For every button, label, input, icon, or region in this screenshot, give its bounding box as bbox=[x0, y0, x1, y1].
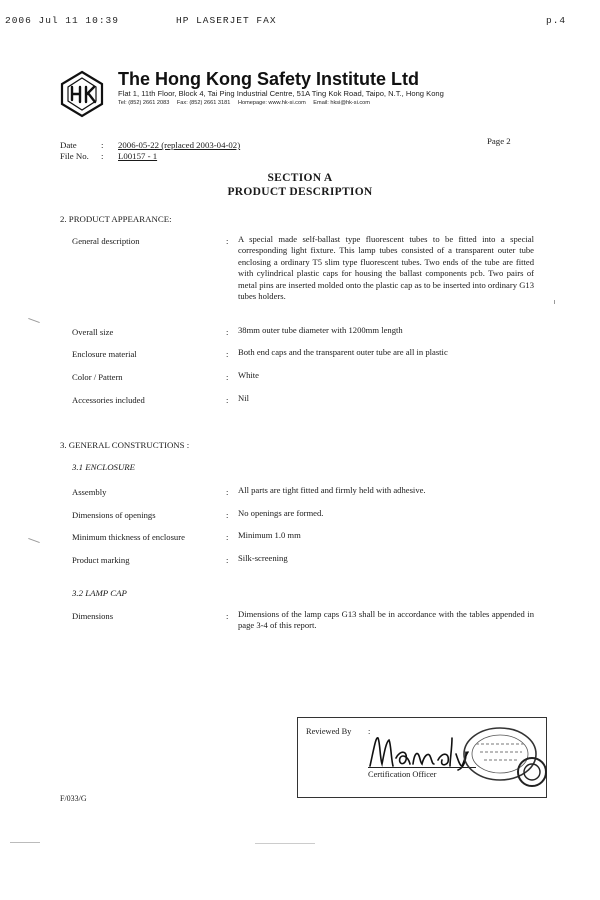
accessories-colon: : bbox=[226, 395, 229, 405]
fax-device: HP LASERJET FAX bbox=[176, 15, 277, 26]
enclosure-material-value: Both end caps and the transparent outer tube are all in plastic bbox=[238, 347, 448, 357]
date-label: Date bbox=[60, 140, 77, 150]
company-name: The Hong Kong Safety Institute Ltd bbox=[118, 69, 419, 89]
minimum-thickness-value: Minimum 1.0 mm bbox=[238, 530, 301, 540]
scan-mark bbox=[10, 842, 40, 843]
scan-mark bbox=[255, 843, 315, 844]
file-no-colon: : bbox=[101, 151, 104, 161]
scan-mark bbox=[28, 318, 40, 323]
color-pattern-value: White bbox=[238, 370, 259, 380]
file-no-value: L00157 - 1 bbox=[118, 151, 158, 161]
dimensions-of-openings-colon: : bbox=[226, 510, 229, 520]
company-seal bbox=[456, 722, 552, 790]
assembly-colon: : bbox=[226, 487, 229, 497]
overall-size-colon: : bbox=[226, 327, 229, 337]
overall-size-value: 38mm outer tube diameter with 1200mm length bbox=[238, 325, 403, 335]
dimensions-of-openings-value: No openings are formed. bbox=[238, 508, 324, 518]
section-title: SECTION A bbox=[267, 172, 333, 184]
company-address: Flat 1, 11th Floor, Block 4, Tai Ping Industrial Centre, 51A Ting Kok Road, Taipo, N.T., Hong Kong bbox=[118, 89, 444, 98]
general-description-label: General description bbox=[72, 236, 140, 246]
general-description-colon: : bbox=[226, 236, 229, 246]
product-marking-value: Silk-screening bbox=[238, 553, 288, 563]
product-appearance-heading: 2. PRODUCT APPEARANCE: bbox=[60, 214, 172, 224]
lamp-cap-dimensions-colon: : bbox=[226, 611, 229, 621]
date-colon: : bbox=[101, 140, 104, 150]
reviewed-by-colon: : bbox=[368, 727, 371, 736]
hksi-logo bbox=[58, 70, 106, 118]
fax-timestamp: 2006 Jul 11 10:39 bbox=[5, 15, 119, 26]
accessories-label: Accessories included bbox=[72, 395, 145, 405]
lamp-cap-dimensions-label: Dimensions bbox=[72, 611, 114, 621]
general-description-value: A special made self-ballast type fluorescent tubes to be fitted into a special corresponding light fixture. This lamp tubes consisted of a transparent outer tube enclosing a ordinary T5 slim type fluorescent tubes. Two ends of the tube are fitted with cylindrical plastic caps for housing the ballast components pcb. Two pairs of metal pins are inserted molded onto the plastic cap as to be inserted into ordinary G13 tubes holders. bbox=[238, 234, 534, 302]
color-pattern-label: Color / Pattern bbox=[72, 372, 123, 382]
dimensions-of-openings-label: Dimensions of openings bbox=[72, 510, 156, 520]
enclosure-material-label: Enclosure material bbox=[72, 349, 137, 359]
company-homepage: Homepage: www.hk-si.com bbox=[237, 100, 306, 106]
minimum-thickness-label: Minimum thickness of enclosure bbox=[72, 532, 185, 542]
accessories-value: Nil bbox=[238, 393, 249, 403]
scan-mark bbox=[28, 538, 40, 543]
color-pattern-colon: : bbox=[226, 372, 229, 382]
product-marking-label: Product marking bbox=[72, 555, 130, 565]
reviewed-by-label: Reviewed By bbox=[306, 727, 352, 736]
certification-officer-label: Certification Officer bbox=[368, 770, 437, 779]
page-number: Page 2 bbox=[487, 136, 511, 146]
lamp-cap-dimensions-value: Dimensions of the lamp caps G13 shall be in accordance with the tables appended in page 3-4 of this report. bbox=[238, 609, 534, 631]
section-subtitle: PRODUCT DESCRIPTION bbox=[227, 186, 373, 198]
date-value: 2006-05-22 (replaced 2003-04-02) bbox=[118, 140, 241, 150]
minimum-thickness-colon: : bbox=[226, 532, 229, 542]
product-marking-colon: : bbox=[226, 555, 229, 565]
assembly-label: Assembly bbox=[72, 487, 107, 497]
overall-size-label: Overall size bbox=[72, 327, 114, 337]
assembly-value: All parts are tight fitted and firmly held with adhesive. bbox=[238, 485, 426, 495]
company-fax: Fax: (852) 2661 3181 bbox=[176, 100, 231, 106]
general-constructions-heading: 3. GENERAL CONSTRUCTIONS : bbox=[60, 440, 190, 450]
enclosure-subheading: 3.1 ENCLOSURE bbox=[72, 462, 136, 472]
form-code: F/033/G bbox=[60, 794, 87, 803]
scan-mark bbox=[554, 300, 555, 304]
fax-page-number: p.4 bbox=[546, 15, 567, 26]
enclosure-material-colon: : bbox=[226, 349, 229, 359]
file-no-label: File No. bbox=[60, 151, 89, 161]
company-contacts bbox=[118, 100, 376, 106]
lamp-cap-subheading: 3.2 LAMP CAP bbox=[72, 588, 127, 598]
company-email: Email: hksi@hk-si.com bbox=[313, 100, 370, 106]
company-tel: Tel: (852) 2661 2083 bbox=[118, 100, 170, 106]
